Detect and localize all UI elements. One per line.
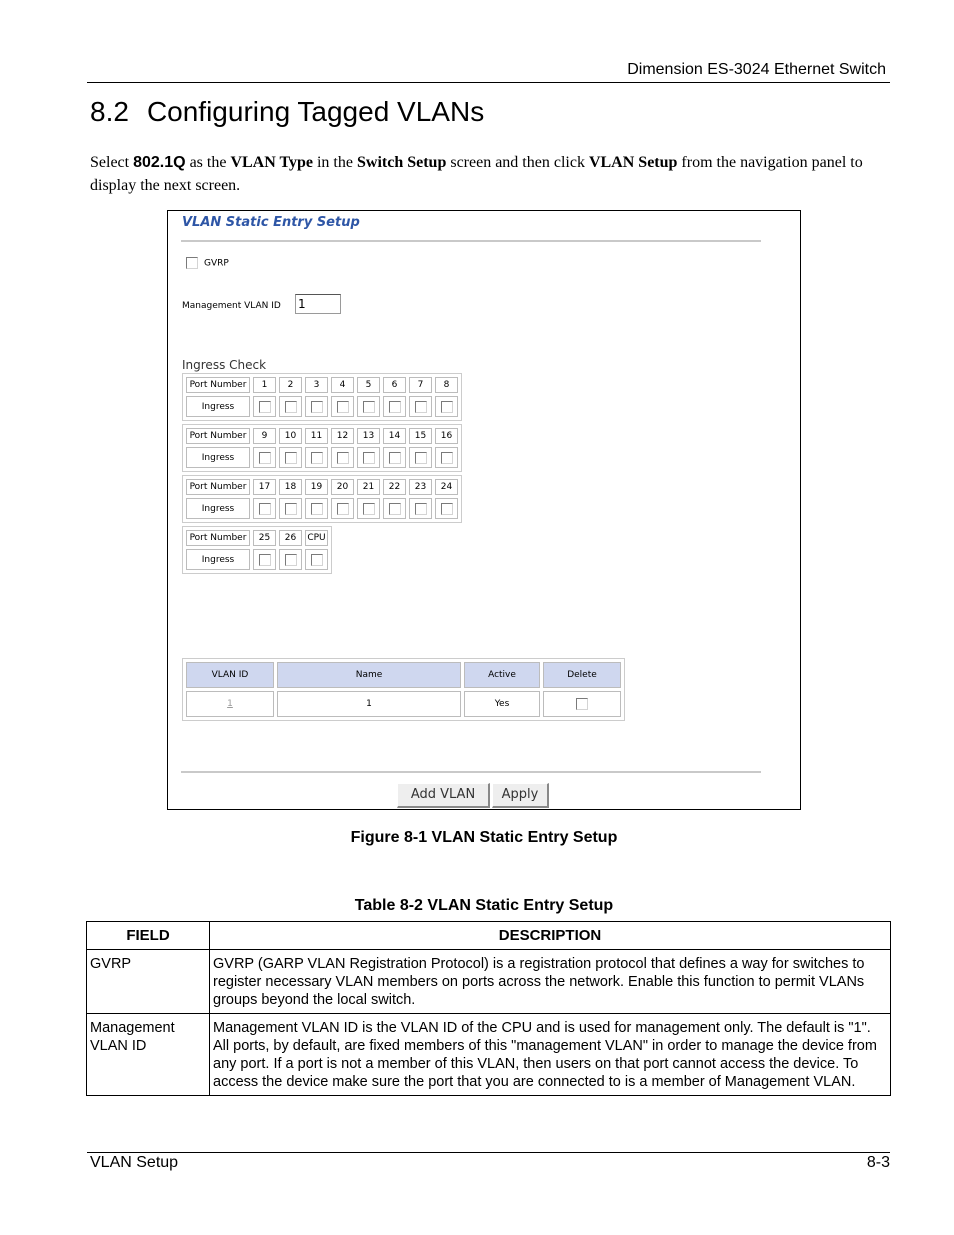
ingress-checkbox[interactable]	[389, 503, 401, 515]
port-number-cell: 9	[253, 428, 276, 444]
intro-bold-8021q: 802.1Q	[133, 154, 186, 171]
port-number-row	[186, 530, 328, 546]
field-cell: Management VLAN ID	[87, 1014, 210, 1096]
intro-text: in the	[312, 154, 357, 171]
port-number-cell: 26	[279, 530, 302, 546]
port-number-cell: 20	[331, 479, 354, 495]
ingress-cell	[279, 498, 302, 519]
ingress-checkbox[interactable]	[441, 401, 453, 413]
port-number-cell: 10	[279, 428, 302, 444]
running-header: Dimension ES-3024 Ethernet Switch	[627, 61, 886, 78]
description-header: DESCRIPTION	[210, 922, 891, 950]
ingress-cell	[305, 396, 328, 417]
ingress-cell	[357, 396, 380, 417]
ingress-checkbox[interactable]	[259, 452, 271, 464]
ingress-header: Ingress	[186, 447, 250, 468]
intro-text: Select	[90, 154, 134, 171]
port-number-cell: 7	[409, 377, 432, 393]
ingress-cell	[409, 498, 432, 519]
ingress-checkbox[interactable]	[415, 503, 427, 515]
ingress-checkbox[interactable]	[311, 401, 323, 413]
port-number-cell: 4	[331, 377, 354, 393]
ingress-row	[186, 447, 458, 468]
ingress-checkbox[interactable]	[363, 452, 375, 464]
ingress-checkbox[interactable]	[285, 503, 297, 515]
ingress-header: Ingress	[186, 498, 250, 519]
port-number-header: Port Number	[186, 377, 250, 393]
ingress-checkbox[interactable]	[337, 401, 349, 413]
port-number-cell: 25	[253, 530, 276, 546]
ingress-checkbox[interactable]	[311, 554, 323, 566]
port-number-row	[186, 428, 458, 444]
ingress-cell	[357, 498, 380, 519]
ingress-checkbox[interactable]	[389, 452, 401, 464]
ingress-cell	[435, 396, 458, 417]
port-number-cell: 23	[409, 479, 432, 495]
ingress-cell	[435, 447, 458, 468]
port-number-cell: 16	[435, 428, 458, 444]
vlan-id-link[interactable]: 1	[186, 691, 274, 717]
figure-caption: Figure 8-1 VLAN Static Entry Setup	[350, 829, 618, 846]
port-number-cell: 19	[305, 479, 328, 495]
field-header: FIELD	[87, 922, 210, 950]
ingress-cell	[279, 549, 302, 570]
ingress-cell	[253, 447, 276, 468]
active-header: Active	[464, 662, 540, 688]
ingress-cell	[305, 549, 328, 570]
port-number-header: Port Number	[186, 530, 250, 546]
management-vlan-input[interactable]: 1	[295, 294, 341, 314]
port-number-cell: 6	[383, 377, 406, 393]
vlan-name-cell: 1	[277, 691, 461, 717]
delete-header: Delete	[543, 662, 621, 688]
port-table-4	[182, 526, 332, 574]
field-cell: GVRP	[87, 950, 210, 1014]
ingress-cell	[331, 447, 354, 468]
bottom-rule	[181, 771, 761, 773]
vlan-table-header	[186, 662, 621, 688]
gvrp-checkbox[interactable]	[186, 257, 198, 269]
screen-title-rule	[181, 240, 761, 242]
ingress-checkbox[interactable]	[285, 554, 297, 566]
ingress-checkbox[interactable]	[311, 503, 323, 515]
field-description-table	[86, 921, 891, 1096]
ingress-cell	[331, 396, 354, 417]
ingress-checkbox[interactable]	[441, 452, 453, 464]
vlan-setup-screenshot	[167, 210, 801, 810]
ingress-checkbox[interactable]	[285, 452, 297, 464]
intro-bold-switch-setup: Switch Setup	[356, 154, 447, 171]
port-number-cell: 8	[435, 377, 458, 393]
port-number-cell: 5	[357, 377, 380, 393]
table-caption: Table 8-2 VLAN Static Entry Setup	[354, 897, 614, 914]
port-number-cell: 2	[279, 377, 302, 393]
table-row	[87, 950, 891, 1014]
port-number-row	[186, 377, 458, 393]
section-heading	[90, 96, 484, 128]
ingress-checkbox[interactable]	[363, 401, 375, 413]
ingress-checkbox[interactable]	[311, 452, 323, 464]
ingress-row	[186, 549, 328, 570]
port-number-cell: 22	[383, 479, 406, 495]
ingress-checkbox[interactable]	[441, 503, 453, 515]
ingress-row	[186, 498, 458, 519]
ingress-checkbox[interactable]	[415, 401, 427, 413]
ingress-cell	[279, 396, 302, 417]
port-number-row	[186, 479, 458, 495]
ingress-cell	[383, 447, 406, 468]
intro-text: from the navigation panel to display the next screen.	[90, 154, 863, 194]
ingress-checkbox[interactable]	[337, 452, 349, 464]
ingress-checkbox[interactable]	[259, 503, 271, 515]
ingress-header: Ingress	[186, 549, 250, 570]
table-row	[87, 1014, 891, 1096]
port-number-cell: 1	[253, 377, 276, 393]
ingress-cell	[279, 447, 302, 468]
ingress-cell	[253, 396, 276, 417]
port-table-3	[182, 475, 462, 523]
management-vlan-label: Management VLAN ID	[182, 301, 281, 311]
vlan-table	[182, 658, 625, 721]
ingress-cell	[435, 498, 458, 519]
ingress-checkbox[interactable]	[363, 503, 375, 515]
port-number-cell: 13	[357, 428, 380, 444]
desc-table-header	[87, 922, 891, 950]
vlan-id-header: VLAN ID	[186, 662, 274, 688]
footer-rule	[87, 1152, 890, 1153]
port-number-cell: 24	[435, 479, 458, 495]
ingress-row	[186, 396, 458, 417]
ingress-cell	[409, 447, 432, 468]
intro-bold-vlan-setup: VLAN Setup	[588, 154, 678, 171]
port-number-cell: 18	[279, 479, 302, 495]
gvrp-label: GVRP	[204, 258, 229, 269]
footer-page-number: 8-3	[866, 1154, 890, 1171]
footer-chapter: VLAN Setup	[90, 1154, 179, 1171]
ingress-checkbox[interactable]	[285, 401, 297, 413]
ingress-cell	[305, 447, 328, 468]
port-number-cell: 15	[409, 428, 432, 444]
ingress-cell	[253, 549, 276, 570]
port-number-cell: 14	[383, 428, 406, 444]
vlan-active-cell: Yes	[464, 691, 540, 717]
screen-title: VLAN Static Entry Setup	[182, 215, 360, 230]
ingress-checkbox[interactable]	[415, 452, 427, 464]
ingress-header: Ingress	[186, 396, 250, 417]
port-number-header: Port Number	[186, 428, 250, 444]
table-row	[186, 691, 621, 717]
description-cell: Management VLAN ID is the VLAN ID of the CPU and is used for management only. The default is "1". All ports, by default, are fixed members of this "management VLAN" in order to manage the device from any port. If a port is not a member of this VLAN, then users on that port cannot access the device. To access the device make sure the port that you are connected to is a member of Management VLAN.	[210, 1014, 891, 1096]
ingress-cell	[383, 396, 406, 417]
section-title: Configuring Tagged VLANs	[146, 96, 485, 127]
ingress-cell	[409, 396, 432, 417]
gvrp-row	[186, 257, 229, 269]
port-table-1	[182, 373, 462, 421]
port-number-cell: 3	[305, 377, 328, 393]
port-number-cell: 17	[253, 479, 276, 495]
ingress-checkbox[interactable]	[389, 401, 401, 413]
ingress-cell	[331, 498, 354, 519]
ingress-cell	[305, 498, 328, 519]
port-number-cell: 21	[357, 479, 380, 495]
description-cell: GVRP (GARP VLAN Registration Protocol) is a registration protocol that defines a way for switches to register necessary VLAN members on ports across the network. Enable this function to permit VLANs groups beyond the local switch.	[210, 950, 891, 1014]
ingress-check-label: Ingress Check	[182, 358, 267, 372]
vlan-delete-checkbox[interactable]	[576, 698, 588, 710]
ingress-checkbox[interactable]	[259, 554, 271, 566]
port-number-cell: 12	[331, 428, 354, 444]
apply-button[interactable]: Apply	[492, 783, 549, 808]
port-number-cell: 11	[305, 428, 328, 444]
ingress-checkbox[interactable]	[259, 401, 271, 413]
intro-paragraph	[90, 151, 880, 197]
vlan-delete-cell	[543, 691, 621, 717]
intro-bold-vlan-type: VLAN Type	[230, 154, 313, 171]
ingress-cell	[253, 498, 276, 519]
intro-text: screen and then click	[446, 154, 589, 171]
header-rule	[87, 82, 890, 83]
ingress-cell	[383, 498, 406, 519]
ingress-cell	[357, 447, 380, 468]
section-number: 8.2	[90, 96, 129, 127]
ingress-checkbox[interactable]	[337, 503, 349, 515]
port-number-cell: CPU	[305, 530, 328, 546]
port-table-2	[182, 424, 462, 472]
add-vlan-button[interactable]: Add VLAN	[397, 783, 490, 808]
intro-text: as the	[185, 154, 231, 171]
name-header: Name	[277, 662, 461, 688]
port-number-header: Port Number	[186, 479, 250, 495]
